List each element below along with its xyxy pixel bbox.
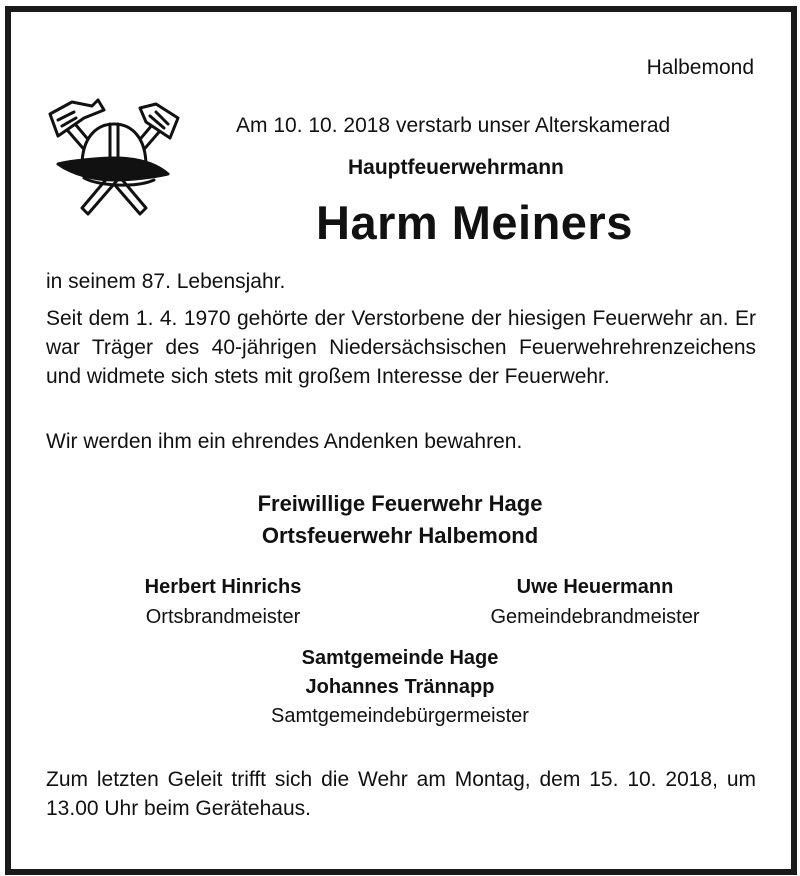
signatory-left-title: Ortsbrandmeister [145,606,301,628]
organisation-subunit: Ortsfeuerwehr Halbemond [261,523,539,548]
deceased-name: Harm Meiners [316,196,633,249]
funeral-info: Zum letzten Geleit trifft sich die Wehr am Montag, dem 15. 10. 2018, um 13.00 Uhr beim Gerätehaus. [46,768,756,820]
death-announcement-line: Am 10. 10. 2018 verstarb unser Alterskamerad [236,114,671,137]
biography-paragraph: Seit dem 1. 4. 1970 gehörte der Verstorbene der hiesigen Feuerwehr an. Er war Träger des 40-jährigen Niedersächsischen Feuerwehrehrenzeichens und widmete sich stets mit großem Interesse der Feuerwehr. [46,307,756,388]
municipality-name: Samtgemeinde Hage [301,647,499,669]
mayor-name: Johannes Trännapp [305,676,495,698]
organisation-name: Freiwillige Feuerwehr Hage [257,491,543,516]
signatory-right [460,576,730,629]
fire-brigade-helmet-axes-icon [44,94,184,224]
signatory-left-name: Herbert Hinrichs [144,576,302,598]
signatory-left [108,576,338,629]
signatory-right-name: Uwe Heuermann [516,576,674,598]
age-line: in seinem 87. Lebensjahr. [46,270,286,293]
signatory-right-title: Gemeindebrandmeister [490,606,700,628]
deceased-rank: Hauptfeuerwehrmann [348,156,564,179]
farewell-line: Wir werden ihm ein ehrendes Andenken bewahren. [46,430,523,453]
place-name: Halbemond [646,56,754,79]
mayor-title: Samtgemeindebürgermeister [271,705,529,727]
